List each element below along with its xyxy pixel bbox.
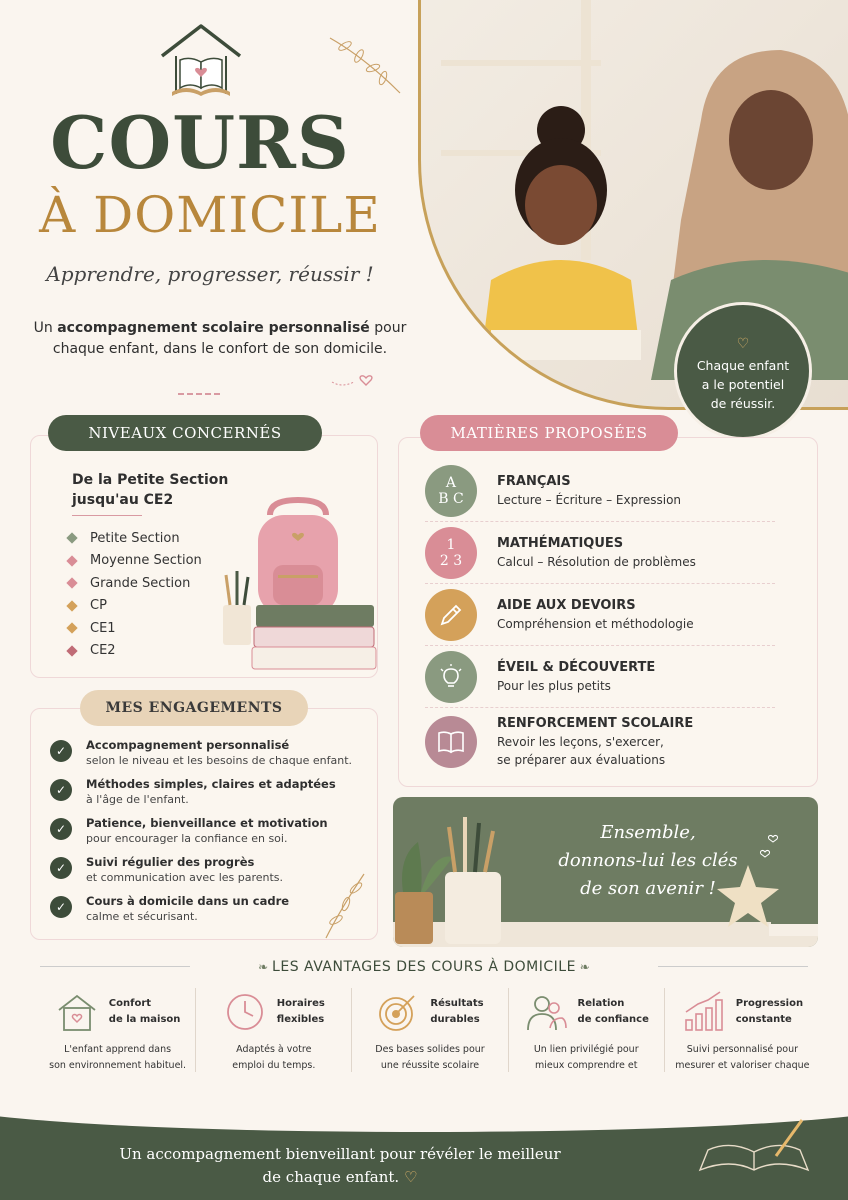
checkmark-icon: ✓: [50, 818, 72, 840]
house-heart-icon: [55, 990, 99, 1034]
checkmark-icon: ✓: [50, 896, 72, 918]
list-item: Petite Section: [68, 527, 202, 550]
heart-icon: ♡: [736, 336, 750, 352]
list-item: ÉVEIL & DÉCOUVERTE Pour les plus petits: [425, 646, 775, 708]
level-list: [68, 527, 202, 662]
girl-figure: [451, 80, 651, 360]
heart-icon: ♡: [403, 1168, 418, 1186]
leaf-branch-icon: [325, 28, 405, 98]
list-item: RENFORCEMENT SCOLAIRE Revoir les leçons, s'exercer, se préparer aux évaluations: [425, 708, 775, 776]
tagline: Apprendre, progresser, réussir !: [46, 262, 374, 286]
leaf-ornament-icon: ❧: [258, 960, 273, 974]
checkmark-icon: ✓: [50, 740, 72, 762]
leaf-branch-icon: [318, 870, 370, 940]
list-item: CE2: [68, 640, 202, 663]
main-subtitle: À DOMICILE: [39, 186, 381, 244]
list-item: 1 2 3 MATHÉMATIQUES Calcul – Résolution de problèmes: [425, 522, 775, 584]
list-item: ✓ Patience, bienveillance et motivation pour encourager la confiance en soi.: [50, 816, 370, 846]
abc-icon: A B C: [425, 465, 477, 517]
niveaux-underline: [72, 515, 142, 516]
intro-divider: [178, 393, 220, 395]
list-item: AIDE AUX DEVOIRS Compréhension et méthodologie: [425, 584, 775, 646]
avantage-item: Horaires flexibles Adaptés à votre emploi du temps.: [196, 988, 352, 1088]
matieres-list: [425, 460, 775, 776]
avantages-heading-wrap: [0, 956, 848, 975]
people-icon: [524, 990, 568, 1034]
list-item: CE1: [68, 617, 202, 640]
backpack-books-illustration: [218, 495, 378, 675]
engagements-heading: MES ENGAGEMENTS: [80, 690, 308, 726]
diamond-bullet-icon: [66, 645, 77, 656]
clock-icon: [223, 990, 267, 1034]
matieres-heading: MATIÈRES PROPOSÉES: [420, 415, 678, 451]
avantage-item: Confort de la maison L'enfant apprend dans son environnement habituel.: [40, 988, 196, 1088]
avantage-item: Progression constante Suivi personnalisé pour mesurer et valoriser chaque: [665, 988, 820, 1088]
diamond-bullet-icon: [66, 533, 77, 544]
list-item: Grande Section: [68, 572, 202, 595]
diamond-bullet-icon: [66, 555, 77, 566]
checkmark-icon: ✓: [50, 857, 72, 879]
intro-text: Un accompagnement scolaire personnalisé pour chaque enfant, dans le confort de son domicile.: [33, 320, 407, 357]
diamond-bullet-icon: [66, 578, 77, 589]
list-item: CP: [68, 595, 202, 618]
leaf-ornament-icon: ❧: [575, 960, 590, 974]
heart-doodle-icon: [330, 370, 378, 390]
lightbulb-icon: [425, 651, 477, 703]
footer-text: Un accompagnement bienveillant pour révéler le meilleur de chaque enfant. ♡: [119, 1145, 561, 1186]
pencil-icon: [425, 589, 477, 641]
list-item: ✓ Méthodes simples, claires et adaptées à l'âge de l'enfant.: [50, 777, 370, 807]
diamond-bullet-icon: [66, 623, 77, 634]
list-item: ✓ Accompagnement personnalisé selon le niveau et les besoins de chaque enfant.: [50, 738, 370, 768]
diamond-bullet-icon: [66, 600, 77, 611]
target-icon: [376, 990, 420, 1034]
book-icon: [425, 716, 477, 768]
list-item: Moyenne Section: [68, 550, 202, 573]
avantage-item: Résultats durables Des bases solides pour une réussite scolaire: [352, 988, 508, 1088]
avantages-heading: LES AVANTAGES DES COURS À DOMICILE: [272, 959, 576, 975]
niveaux-title: De la Petite Section jusqu'au CE2: [72, 472, 229, 508]
list-item: ✓ Cours à domicile dans un cadre calme et sécurisant.: [50, 894, 370, 924]
checkmark-icon: ✓: [50, 779, 72, 801]
list-item: A B C FRANÇAIS Lecture – Écriture – Expression: [425, 460, 775, 522]
chart-growth-icon: [682, 990, 726, 1034]
quote-badge: ♡ Chaque enfant a le potentiel de réussir.: [674, 302, 812, 440]
list-item: ✓ Suivi régulier des progrès et communication avec les parents.: [50, 855, 370, 885]
house-book-icon: [158, 22, 244, 100]
open-book-pencil-icon: [690, 1110, 820, 1190]
motto-banner: [393, 797, 818, 947]
main-title: COURS: [50, 100, 350, 185]
numbers-icon: 1 2 3: [425, 527, 477, 579]
avantage-item: Relation de confiance Un lien privilégié pour mieux comprendre et: [509, 988, 665, 1088]
motto-text: Ensemble, donnons-lui les clés de son avenir !: [558, 822, 738, 899]
niveaux-heading: NIVEAUX CONCERNÉS: [48, 415, 322, 451]
